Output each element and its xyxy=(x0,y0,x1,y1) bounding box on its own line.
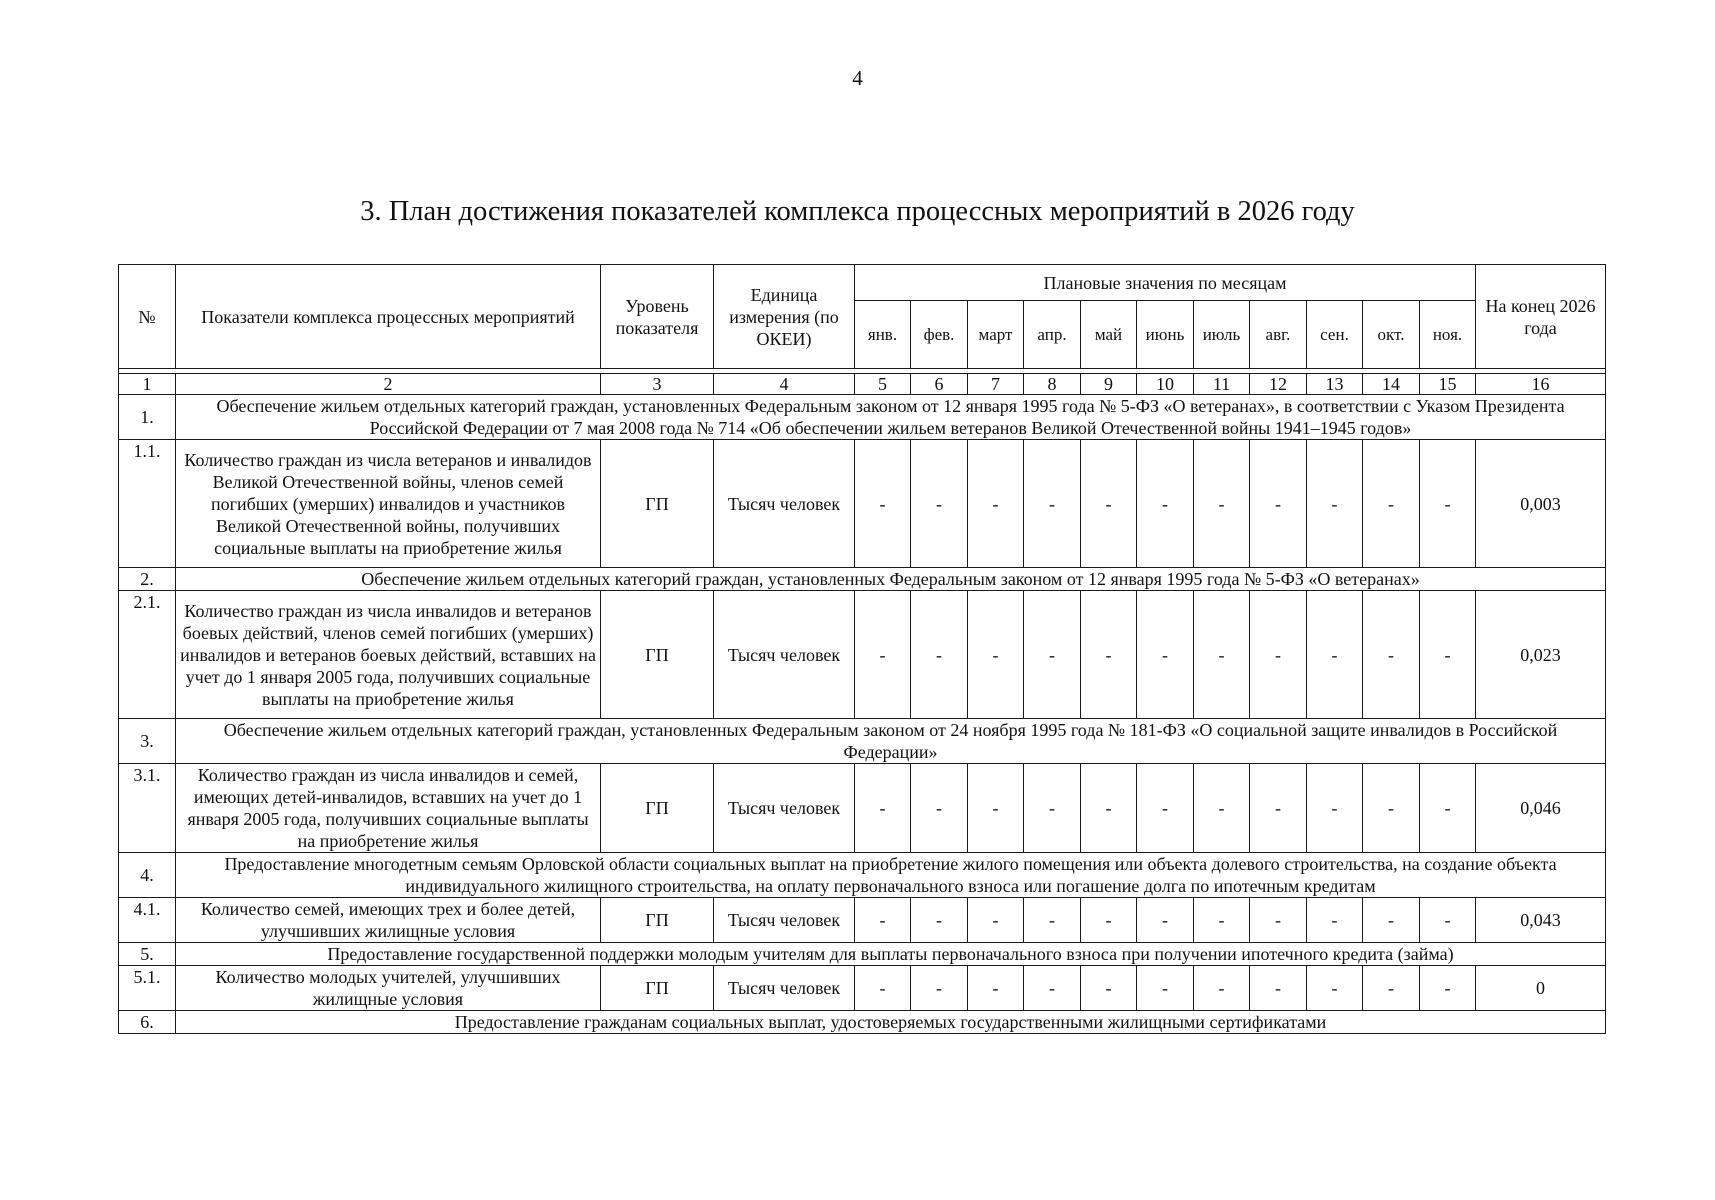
end-of-year-value: 0,043 xyxy=(1476,898,1606,943)
column-number: 14 xyxy=(1363,374,1420,395)
indicator-number: 4.1. xyxy=(119,898,176,943)
monthly-value: - xyxy=(1307,764,1363,853)
indicator-name: Количество граждан из числа ветеранов и инвалидов Великой Отечественной войны, членов семей погибших (умерших) инвалидов и участников Великой Отечественной войны, получивших социальные выплаты на приобретение жилья xyxy=(176,440,601,568)
section-number: 2. xyxy=(119,568,176,591)
monthly-value: - xyxy=(1250,764,1307,853)
monthly-value: - xyxy=(1081,591,1137,719)
indicator-number: 3.1. xyxy=(119,764,176,853)
header-month: апр. xyxy=(1024,301,1081,369)
header-month: май xyxy=(1081,301,1137,369)
section-row xyxy=(119,395,1606,440)
header-end-of-year: На конец 2026 года xyxy=(1476,265,1606,369)
column-number: 6 xyxy=(911,374,968,395)
section-number: 1. xyxy=(119,395,176,440)
plan-table xyxy=(118,264,1606,1034)
end-of-year-value: 0,046 xyxy=(1476,764,1606,853)
monthly-value: - xyxy=(1194,898,1250,943)
section-row xyxy=(119,719,1606,764)
header-month: март xyxy=(968,301,1024,369)
section-title: Предоставление гражданам социальных выплат, удостоверяемых государственными жилищными сертификатами xyxy=(176,1011,1606,1034)
monthly-value: - xyxy=(1194,966,1250,1011)
section-row xyxy=(119,853,1606,898)
monthly-value: - xyxy=(1363,440,1420,568)
monthly-value: - xyxy=(968,966,1024,1011)
monthly-value: - xyxy=(1420,440,1476,568)
column-number: 7 xyxy=(968,374,1024,395)
monthly-value: - xyxy=(1307,898,1363,943)
section-title: Обеспечение жильем отдельных категорий граждан, установленных Федеральным законом от 12 января 1995 года № 5-ФЗ «О ветеранах», в соответствии с Указом Президента Российской Федерации от 7 мая 2008 года № 714 «Об обеспечении жильем ветеранов Великой Отечественной войны 1941–1945 годов» xyxy=(176,395,1606,440)
monthly-value: - xyxy=(911,966,968,1011)
monthly-value: - xyxy=(1137,591,1194,719)
column-number: 12 xyxy=(1250,374,1307,395)
monthly-value: - xyxy=(855,764,911,853)
document-title: 3. План достижения показателей комплекса процессных мероприятий в 2026 году xyxy=(360,196,1355,227)
monthly-value: - xyxy=(911,898,968,943)
monthly-value: - xyxy=(1194,440,1250,568)
monthly-value: - xyxy=(968,764,1024,853)
section-row xyxy=(119,943,1606,966)
indicator-row xyxy=(119,764,1606,853)
header-month: ноя. xyxy=(1420,301,1476,369)
indicator-number: 2.1. xyxy=(119,591,176,719)
header-month: окт. xyxy=(1363,301,1420,369)
monthly-value: - xyxy=(968,440,1024,568)
monthly-value: - xyxy=(1137,764,1194,853)
indicator-level: ГП xyxy=(601,764,714,853)
end-of-year-value: 0,003 xyxy=(1476,440,1606,568)
indicator-unit: Тысяч человек xyxy=(714,591,855,719)
header-no: № xyxy=(119,265,176,369)
header-month: июнь xyxy=(1137,301,1194,369)
monthly-value: - xyxy=(911,440,968,568)
page-number: 4 xyxy=(852,66,863,90)
indicator-level: ГП xyxy=(601,898,714,943)
column-number: 4 xyxy=(714,374,855,395)
monthly-value: - xyxy=(855,898,911,943)
monthly-value: - xyxy=(1081,966,1137,1011)
indicator-number: 1.1. xyxy=(119,440,176,568)
header-month: июль xyxy=(1194,301,1250,369)
monthly-value: - xyxy=(1250,591,1307,719)
monthly-value: - xyxy=(1137,440,1194,568)
monthly-value: - xyxy=(1081,898,1137,943)
indicator-unit: Тысяч человек xyxy=(714,764,855,853)
monthly-value: - xyxy=(1194,591,1250,719)
indicator-row xyxy=(119,440,1606,568)
section-number: 5. xyxy=(119,943,176,966)
section-number: 4. xyxy=(119,853,176,898)
indicator-unit: Тысяч человек xyxy=(714,898,855,943)
monthly-value: - xyxy=(855,440,911,568)
monthly-value: - xyxy=(1420,764,1476,853)
section-title: Предоставление государственной поддержки молодым учителям для выплаты первоначального взноса при получении ипотечного кредита (займа) xyxy=(176,943,1606,966)
header-month: фев. xyxy=(911,301,968,369)
monthly-value: - xyxy=(855,591,911,719)
header-month: сен. xyxy=(1307,301,1363,369)
indicator-name: Количество граждан из числа инвалидов и семей, имеющих детей-инвалидов, вставших на учет до 1 января 2005 года, получивших социальные выплаты на приобретение жилья xyxy=(176,764,601,853)
indicator-unit: Тысяч человек xyxy=(714,966,855,1011)
section-title: Обеспечение жильем отдельных категорий граждан, установленных Федеральным законом от 24 ноября 1995 года № 181-ФЗ «О социальной защите инвалидов в Российской Федерации» xyxy=(176,719,1606,764)
end-of-year-value: 0 xyxy=(1476,966,1606,1011)
monthly-value: - xyxy=(1420,966,1476,1011)
monthly-value: - xyxy=(1250,898,1307,943)
column-number: 5 xyxy=(855,374,911,395)
column-number: 13 xyxy=(1307,374,1363,395)
column-number: 15 xyxy=(1420,374,1476,395)
monthly-value: - xyxy=(1363,898,1420,943)
section-number: 3. xyxy=(119,719,176,764)
monthly-value: - xyxy=(1420,898,1476,943)
monthly-value: - xyxy=(1363,966,1420,1011)
header-indicator: Показатели комплекса процессных мероприятий xyxy=(176,265,601,369)
indicator-number: 5.1. xyxy=(119,966,176,1011)
header-month: авг. xyxy=(1250,301,1307,369)
indicator-name: Количество семей, имеющих трех и более детей, улучшивших жилищные условия xyxy=(176,898,601,943)
monthly-value: - xyxy=(1307,591,1363,719)
monthly-value: - xyxy=(911,591,968,719)
monthly-value: - xyxy=(1363,591,1420,719)
monthly-value: - xyxy=(1081,764,1137,853)
monthly-value: - xyxy=(1307,440,1363,568)
column-number: 9 xyxy=(1081,374,1137,395)
monthly-value: - xyxy=(1024,966,1081,1011)
indicator-name: Количество молодых учителей, улучшивших жилищные условия xyxy=(176,966,601,1011)
section-row xyxy=(119,1011,1606,1034)
section-row xyxy=(119,568,1606,591)
indicator-row xyxy=(119,591,1606,719)
indicator-row xyxy=(119,898,1606,943)
indicator-level: ГП xyxy=(601,440,714,568)
monthly-value: - xyxy=(1024,440,1081,568)
indicator-level: ГП xyxy=(601,591,714,719)
monthly-value: - xyxy=(1024,591,1081,719)
monthly-value: - xyxy=(968,591,1024,719)
header-unit: Единица измерения (по ОКЕИ) xyxy=(714,265,855,369)
monthly-value: - xyxy=(1307,966,1363,1011)
section-title: Обеспечение жильем отдельных категорий граждан, установленных Федеральным законом от 12 января 1995 года № 5-ФЗ «О ветеранах» xyxy=(176,568,1606,591)
monthly-value: - xyxy=(1250,966,1307,1011)
header-level: Уровень показателя xyxy=(601,265,714,369)
monthly-value: - xyxy=(1024,898,1081,943)
indicator-name: Количество граждан из числа инвалидов и ветеранов боевых действий, членов семей погибших (умерших) инвалидов и ветеранов боевых действий, вставших на учет до 1 января 2005 года, получивших социальные выплаты на приобретение жилья xyxy=(176,591,601,719)
indicator-level: ГП xyxy=(601,966,714,1011)
end-of-year-value: 0,023 xyxy=(1476,591,1606,719)
column-number: 16 xyxy=(1476,374,1606,395)
column-number: 11 xyxy=(1194,374,1250,395)
monthly-value: - xyxy=(1024,764,1081,853)
header-planned-monthly: Плановые значения по месяцам xyxy=(855,265,1476,301)
monthly-value: - xyxy=(1137,966,1194,1011)
section-title: Предоставление многодетным семьям Орловской области социальных выплат на приобретение жилого помещения или объекта долевого строительства, на создание объекта индивидуального жилищного строительства, на оплату первоначального взноса или погашение долга по ипотечным кредитам xyxy=(176,853,1606,898)
monthly-value: - xyxy=(968,898,1024,943)
header-month: янв. xyxy=(855,301,911,369)
monthly-value: - xyxy=(1137,898,1194,943)
column-number: 3 xyxy=(601,374,714,395)
indicator-unit: Тысяч человек xyxy=(714,440,855,568)
section-number: 6. xyxy=(119,1011,176,1034)
column-number: 10 xyxy=(1137,374,1194,395)
column-number: 1 xyxy=(119,374,176,395)
column-number: 8 xyxy=(1024,374,1081,395)
monthly-value: - xyxy=(1420,591,1476,719)
column-number: 2 xyxy=(176,374,601,395)
monthly-value: - xyxy=(1194,764,1250,853)
monthly-value: - xyxy=(1081,440,1137,568)
monthly-value: - xyxy=(911,764,968,853)
monthly-value: - xyxy=(855,966,911,1011)
monthly-value: - xyxy=(1363,764,1420,853)
monthly-value: - xyxy=(1250,440,1307,568)
indicator-row xyxy=(119,966,1606,1011)
